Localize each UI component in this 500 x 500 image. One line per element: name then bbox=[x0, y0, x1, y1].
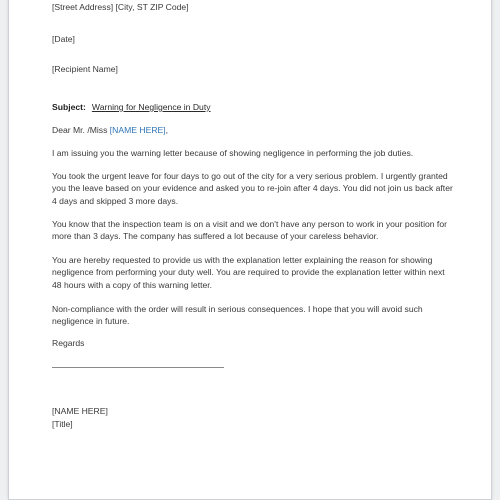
greeting-prefix: Dear Mr. /Miss bbox=[52, 125, 110, 135]
paragraph-5: Non-compliance with the order will result in serious consequences. I hope that you will avoid such negligence in future. bbox=[52, 304, 423, 327]
paragraph-1: I am issuing you the warning letter because of showing negligence in performing the job duties. bbox=[52, 148, 414, 158]
letter-date: [Date] bbox=[52, 34, 75, 44]
recipient-name: [Recipient Name] bbox=[52, 64, 118, 74]
subject-line bbox=[52, 101, 211, 113]
subject-label: Subject: bbox=[52, 102, 86, 112]
greeting bbox=[52, 124, 168, 136]
closing: Regards bbox=[52, 338, 85, 348]
paragraph-2: You took the urgent leave for four days to go out of the city for a very serious problem. I urgently granted you the leave based on your evidence and asked you to re-join after 4 days. You did not join us back after 4 days and skipped 3 more days. bbox=[52, 171, 453, 206]
paragraph-3: You know that the inspection team is on a visit and we don't have any person to work in your position for more than 3 days. The company has suffered a lot because of your careless behavior. bbox=[52, 219, 447, 242]
sender-address: [Street Address] [City, ST ZIP Code] bbox=[52, 2, 189, 12]
paragraph-4: You are hereby requested to provide us with the explanation letter explaining the reason for showing negligence from performing your duty well. You are required to provide the explanation letter within next 48 hours with a copy of this warning letter. bbox=[52, 255, 445, 290]
document-page bbox=[8, 0, 492, 500]
signature-name: [NAME HERE] bbox=[52, 406, 108, 416]
signature-title: [Title] bbox=[52, 419, 73, 429]
subject-text: Warning for Negligence in Duty bbox=[91, 102, 211, 112]
signature-line bbox=[52, 367, 224, 368]
greeting-suffix: , bbox=[165, 125, 169, 135]
greeting-name: [NAME HERE] bbox=[109, 125, 166, 135]
